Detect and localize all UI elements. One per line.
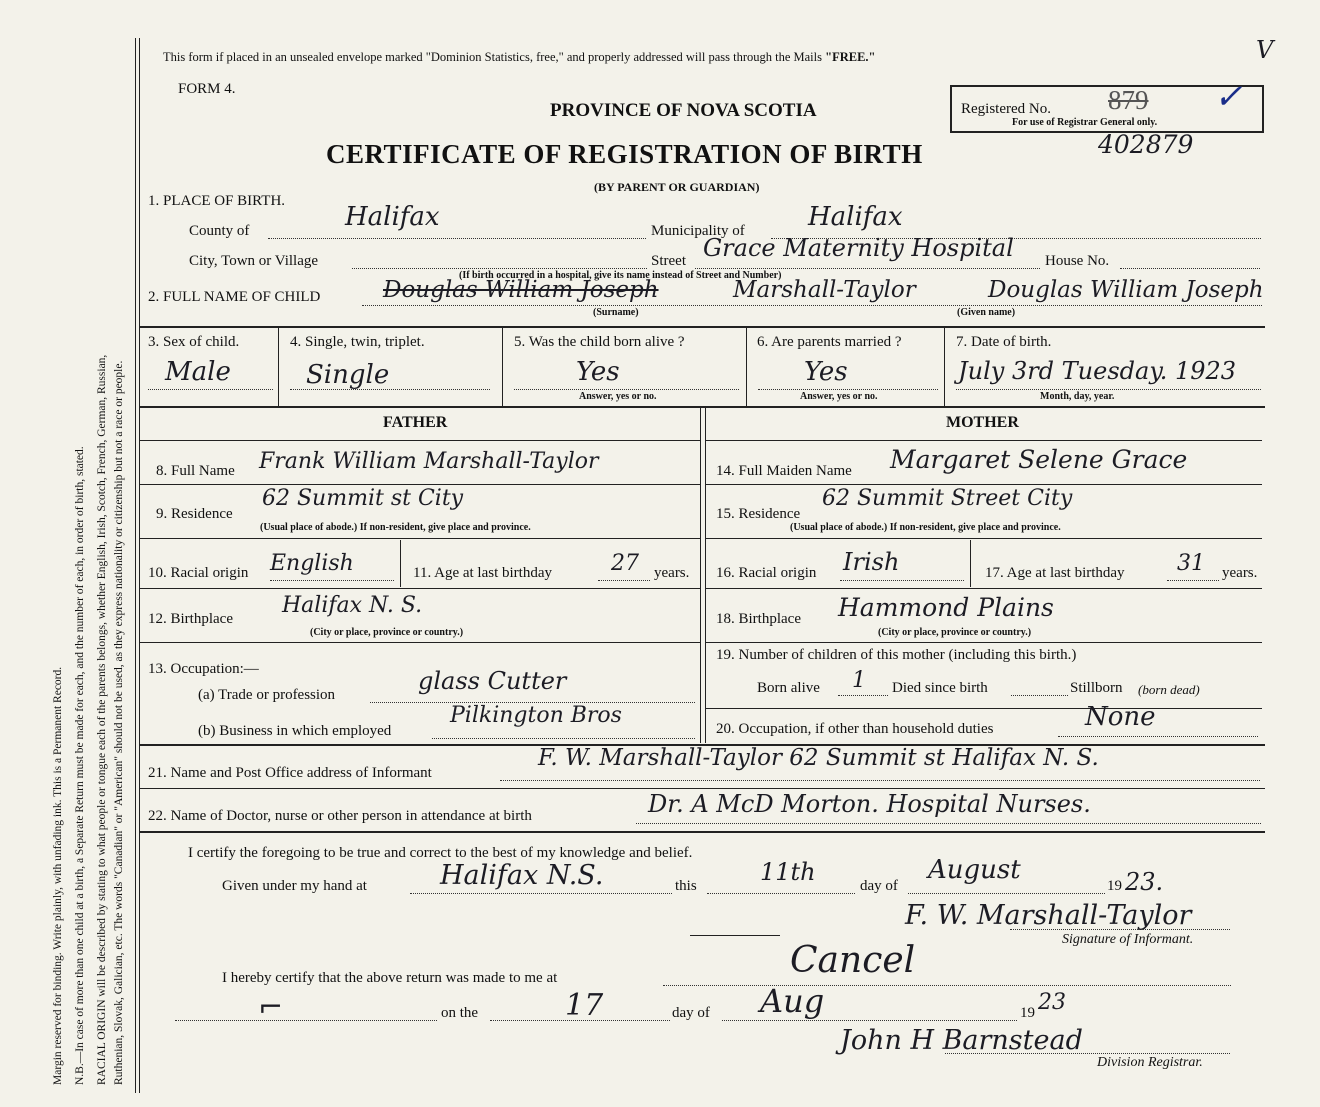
single-twin-value: Single xyxy=(306,360,390,390)
certification-place: Halifax N.S. xyxy=(440,860,604,891)
registrar-month: Aug xyxy=(760,982,825,1020)
mother-age-label: 17. Age at last birthday xyxy=(985,565,1125,581)
mother-stillborn-note: (born dead) xyxy=(1138,682,1200,697)
father-residence-note: (Usual place of abode.) If non-resident, give place and province. xyxy=(260,522,531,533)
margin-note-racial-origin-cont: Ruthenian, Slovak, Galician, etc. The words "Canadian" or "American" should not be used, as they express nationality or citizenship but not a race or people. xyxy=(113,360,125,1085)
mother-birthplace-label: 18. Birthplace xyxy=(716,611,801,627)
mother-heading: MOTHER xyxy=(946,414,1019,431)
surname-label: (Surname) xyxy=(593,307,639,318)
parents-column-divider-left xyxy=(700,408,701,743)
father-birthplace-value: Halifax N. S. xyxy=(282,593,423,618)
parents-married-label: 6. Are parents married ? xyxy=(757,334,902,350)
sex-value: Male xyxy=(165,357,231,387)
mother-age-years: years. xyxy=(1222,565,1258,581)
father-business-value: Pilkington Bros xyxy=(450,703,622,728)
mother-died-label: Died since birth xyxy=(892,680,988,696)
date-of-birth-note: Month, day, year. xyxy=(1040,391,1115,402)
sex-label: 3. Sex of child. xyxy=(148,334,240,350)
mother-name-value: Margaret Selene Grace xyxy=(890,445,1188,474)
father-race-label: 10. Racial origin xyxy=(148,565,249,581)
county-label: County of xyxy=(189,223,250,239)
given-name-label: (Given name) xyxy=(957,307,1016,318)
informant-signature: F. W. Marshall-Taylor xyxy=(905,900,1192,931)
father-name-value: Frank William Marshall-Taylor xyxy=(259,449,599,474)
registrar-statement: I hereby certify that the above return was made to me at xyxy=(222,970,558,986)
left-border-inner xyxy=(139,38,140,1093)
corner-check-mark: V xyxy=(1256,36,1274,64)
registered-box xyxy=(950,79,1264,133)
registrar-signature-label: Division Registrar. xyxy=(1097,1055,1203,1070)
mother-race-label: 16. Racial origin xyxy=(716,565,817,581)
county-value: Halifax xyxy=(345,202,440,232)
mother-occupation-value: None xyxy=(1085,702,1156,732)
mail-notice: This form if placed in an unsealed envelope marked "Dominion Statistics, free," and properly addressed will pass through the Mails "FREE." xyxy=(163,50,876,64)
mother-residence-note: (Usual place of abode.) If non-resident, give place and province. xyxy=(790,522,1061,533)
certify-statement: I certify the foregoing to be true and correct to the best of my knowledge and belief. xyxy=(188,845,693,861)
place-of-birth-label: 1. PLACE OF BIRTH. xyxy=(148,193,286,209)
registrar-on-the-label: on the xyxy=(441,1005,479,1021)
registrar-cancelled: Cancel xyxy=(790,940,916,981)
certificate-title: CERTIFICATE OF REGISTRATION OF BIRTH xyxy=(326,139,923,169)
parents-column-divider-right xyxy=(705,408,706,743)
child-name-struck: Douglas William Joseph xyxy=(383,277,659,303)
father-birthplace-note: (City or place, province or country.) xyxy=(310,627,464,638)
mother-residence-label: 15. Residence xyxy=(716,506,801,522)
registrar-scribble: ⌐ xyxy=(258,990,284,1025)
certification-month: August xyxy=(928,855,1021,885)
mother-born-alive-label: Born alive xyxy=(757,680,820,696)
margin-note-binding: Margin reserved for binding. Write plainly, with unfading ink. This is a Permanent Record. xyxy=(52,666,64,1085)
registrar-year: 23 xyxy=(1038,990,1066,1015)
province-title: PROVINCE OF NOVA SCOTIA xyxy=(550,100,817,121)
father-residence-value: 62 Summit st City xyxy=(262,486,464,511)
registrar-signature: John H Barnstead xyxy=(840,1025,1083,1056)
mother-children-label: 19. Number of children of this mother (including this birth.) xyxy=(716,647,1077,663)
certification-day: 11th xyxy=(760,858,816,886)
mother-age-value: 31 xyxy=(1177,551,1205,576)
registrar-day: 17 xyxy=(565,988,604,1023)
child-name-label: 2. FULL NAME OF CHILD xyxy=(148,289,321,305)
single-twin-label: 4. Single, twin, triplet. xyxy=(290,334,425,350)
hospital-note: (If birth occurred in a hospital, give its name instead of Street and Number) xyxy=(459,270,782,281)
father-trade-value: glass Cutter xyxy=(418,667,567,695)
date-of-birth-label: 7. Date of birth. xyxy=(956,334,1052,350)
street-label: Street xyxy=(651,253,686,269)
margin-note-racial-origin: RACIAL ORIGIN will be described by stating to what people or tongue each of the parents belongs, whether English, Irish, Scotch, French, German, Russian, xyxy=(96,354,108,1085)
mother-birthplace-value: Hammond Plains xyxy=(838,593,1054,622)
registered-label: Registered No. xyxy=(961,101,1051,117)
house-number-label: House No. xyxy=(1045,253,1110,269)
mother-name-label: 14. Full Maiden Name xyxy=(716,463,852,479)
father-trade-label: (a) Trade or profession xyxy=(198,687,336,703)
date-of-birth-value: July 3rd Tuesday. 1923 xyxy=(958,357,1237,385)
mother-race-value: Irish xyxy=(843,548,900,576)
father-name-label: 8. Full Name xyxy=(156,463,235,479)
child-given-name: Douglas William Joseph xyxy=(988,277,1264,303)
certificate-subtitle: (BY PARENT OR GUARDIAN) xyxy=(594,180,760,194)
child-surname: Marshall-Taylor xyxy=(733,277,916,303)
father-age-years: years. xyxy=(654,565,690,581)
city-label: City, Town or Village xyxy=(189,253,319,269)
row-bottom-rule xyxy=(140,406,1265,408)
registrar-day-of-label: day of xyxy=(672,1005,710,1021)
given-under-hand-label: Given under my hand at xyxy=(222,878,367,894)
parents-married-value: Yes xyxy=(804,357,848,387)
registration-number: 402879 xyxy=(1098,130,1194,159)
left-border-outer xyxy=(135,38,136,1093)
margin-note-multiple-births: N.B.—In case of more than one child at a birth, a Separate Return must be made for each, and the number of each, in order of birth, stated. xyxy=(74,446,86,1085)
registered-value: 879 xyxy=(1108,85,1149,115)
municipality-label: Municipality of xyxy=(651,223,745,239)
registrar-year-prefix: 19 xyxy=(1020,1005,1035,1021)
row-top-rule xyxy=(140,326,1265,328)
father-birthplace-label: 12. Birthplace xyxy=(148,611,233,627)
informant-label: 21. Name and Post Office address of Informant xyxy=(148,765,432,781)
registered-check-icon: ✓ xyxy=(1214,79,1243,116)
doctor-value: Dr. A McD Morton. Hospital Nurses. xyxy=(648,790,1091,818)
father-occupation-label: 13. Occupation:— xyxy=(148,661,259,677)
father-heading: FATHER xyxy=(383,414,448,431)
father-age-label: 11. Age at last birthday xyxy=(413,565,552,581)
certification-this-label: this xyxy=(675,878,697,894)
mother-residence-value: 62 Summit Street City xyxy=(822,486,1073,511)
mother-occupation-label: 20. Occupation, if other than household duties xyxy=(716,721,994,737)
father-age-value: 27 xyxy=(611,551,639,576)
born-alive-value: Yes xyxy=(576,357,620,387)
father-race-value: English xyxy=(270,551,354,576)
father-business-label: (b) Business in which employed xyxy=(198,723,392,739)
certification-day-of-label: day of xyxy=(860,878,898,894)
form-number: FORM 4. xyxy=(178,81,236,97)
informant-value: F. W. Marshall-Taylor 62 Summit st Halifax N. S. xyxy=(538,745,1099,771)
doctor-label: 22. Name of Doctor, nurse or other person in attendance at birth xyxy=(148,808,532,824)
parents-married-answer-note: Answer, yes or no. xyxy=(800,391,878,402)
father-residence-label: 9. Residence xyxy=(156,506,233,522)
informant-signature-label: Signature of Informant. xyxy=(1062,932,1194,947)
certification-year: 23. xyxy=(1125,868,1164,896)
certification-year-prefix: 19 xyxy=(1107,878,1122,894)
doctor-bottom-rule xyxy=(140,831,1265,833)
mother-birthplace-note: (City or place, province or country.) xyxy=(878,627,1032,638)
mother-stillborn-label: Stillborn xyxy=(1070,680,1123,696)
street-value: Grace Maternity Hospital xyxy=(703,234,1014,262)
registrar-note: For use of Registrar General only. xyxy=(1012,117,1158,128)
municipality-value: Halifax xyxy=(808,202,903,232)
mother-born-alive-value: 1 xyxy=(852,668,866,693)
born-alive-label: 5. Was the child born alive ? xyxy=(514,334,685,350)
born-alive-answer-note: Answer, yes or no. xyxy=(579,391,657,402)
